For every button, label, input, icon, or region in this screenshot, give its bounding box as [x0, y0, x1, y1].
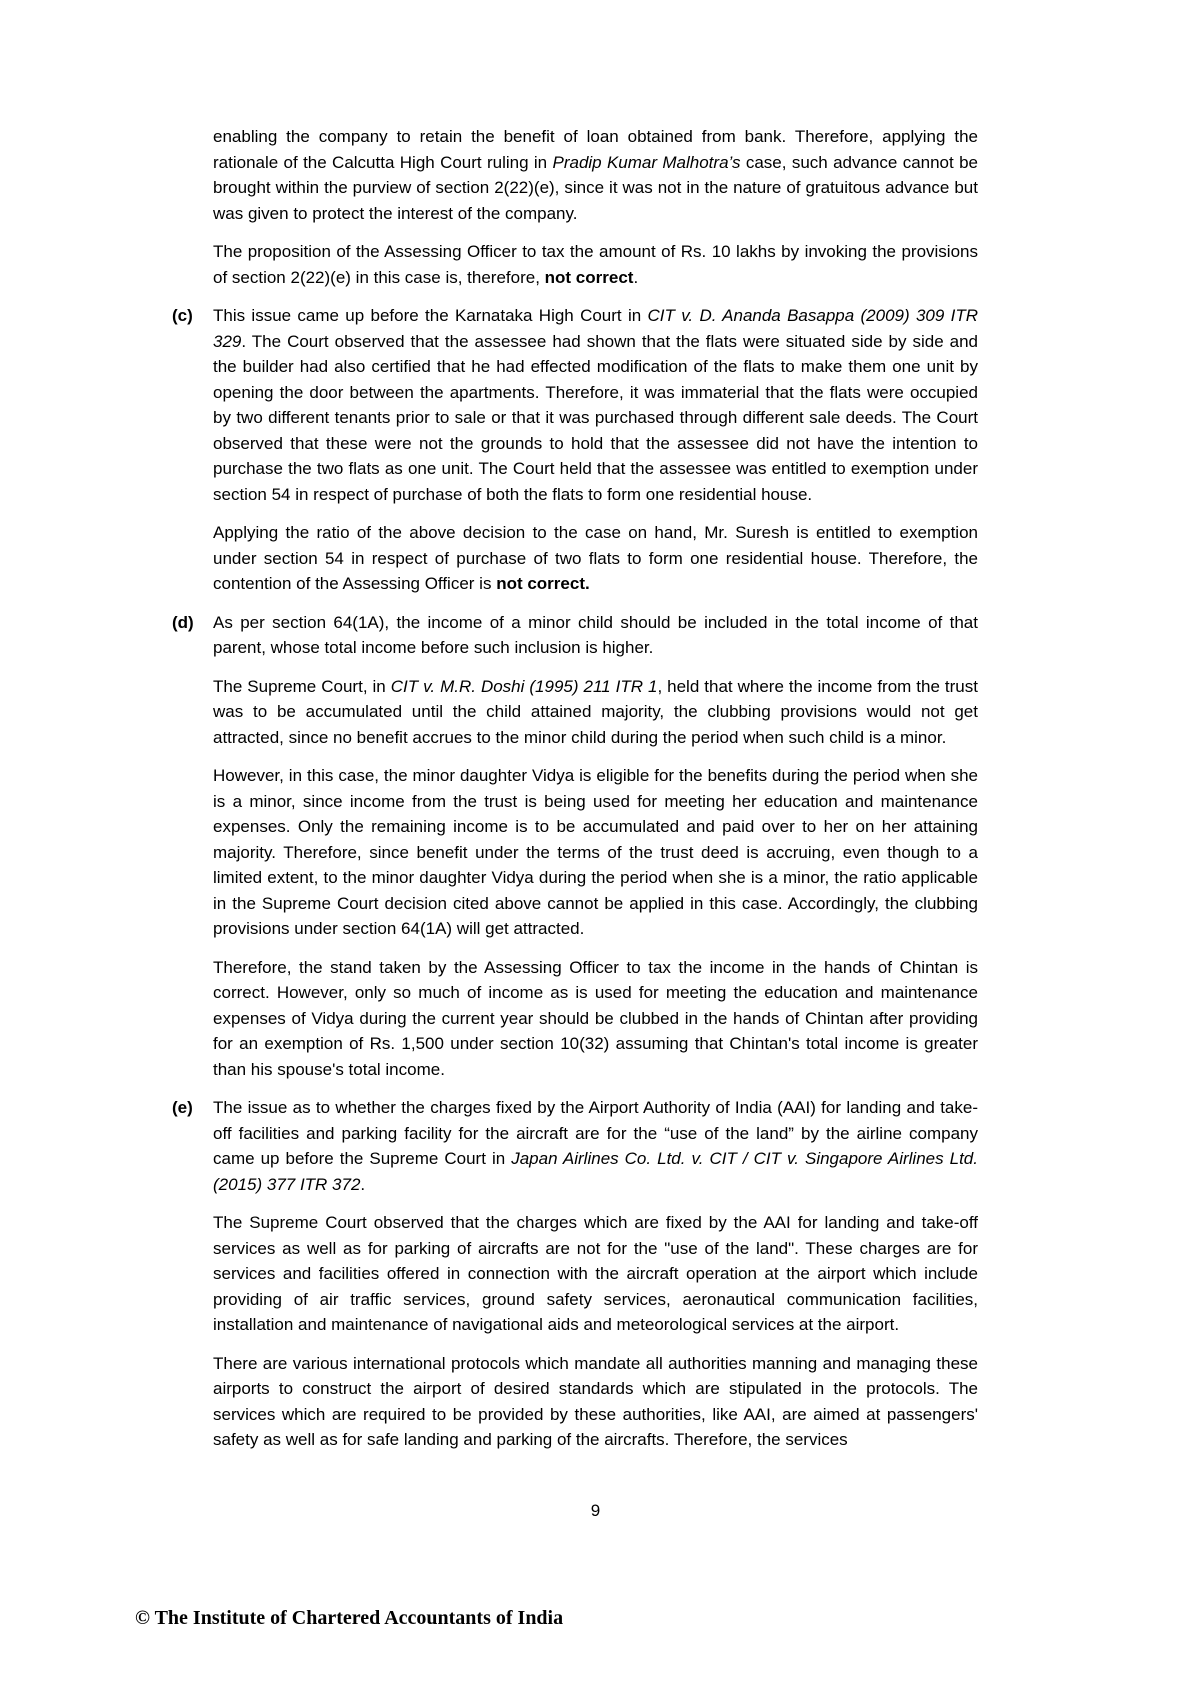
paragraph: [213, 520, 978, 597]
body-text: The Supreme Court, in: [213, 676, 391, 696]
case-citation-text: CIT v. M.R. Doshi (1995) 211 ITR 1: [390, 676, 658, 696]
content-block: [172, 124, 978, 303]
content-block: [172, 610, 978, 1096]
paragraph: [213, 1095, 978, 1197]
paragraph: [213, 303, 978, 507]
content-blocks: [172, 124, 978, 1466]
body-text: However, in this case, the minor daughter Vidya is eligible for the benefits during the period when she is a minor, since income from the trust is being used for meeting her education and maintenance expenses. Only the remaining income is to be accumulated and paid over to her on her attaining majority. Therefore, since benefit under the terms of the trust deed is accruing, even though to a limited extent, to the minor daughter Vidya during the period when she is a minor, the ratio applicable in the Supreme Court decision cited above cannot be applied in this case. Accordingly, the clubbing provisions under section 64(1A) will get attracted.: [213, 766, 978, 938]
item-paragraphs: [213, 303, 978, 610]
body-text: As per section 64(1A), the income of a minor child should be included in the total income of that parent, whose total income before such inclusion is higher.: [213, 612, 978, 657]
paragraph: [213, 763, 978, 942]
body-text: The issue as to whether the charges fixed by the Airport Authority of India (AAI) for landing and take-off facilities and parking facility for the aircraft are for the “use of the land” by the airline company came up before the Supreme Court in: [213, 1098, 978, 1168]
item-label: (c): [172, 306, 193, 325]
body-text: There are various international protocols which mandate all authorities manning and managing these airports to construct the airport of desired standards which are stipulated in the protocols. The services which are required to be provided by these authorities, like AAI, are aimed at passengers' safety as well as for safe landing and parking of the aircrafts. Therefore, the services: [213, 1353, 978, 1449]
paragraph: [213, 610, 978, 661]
body-text: enabling the company to retain the benefit of loan obtained from bank. Therefore, applying the rationale of the Calcutta High Court ruling in: [213, 127, 978, 172]
body-text: The Supreme Court observed that the charges which are fixed by the AAI for landing and take-off services as well as for parking of aircrafts are not for the "use of the land". These charges are for services and facilities offered in connection with the aircraft operation at the airport which include providing of air traffic services, ground safety services, aeronautical communication facilities, installation and maintenance of navigational aids and meteorological services at the airport.: [213, 1213, 978, 1334]
page-number: 9: [590, 1501, 601, 1520]
item-paragraphs: [213, 124, 978, 303]
body-text: This issue came up before the Karnataka High Court in: [213, 306, 648, 325]
case-citation-text: CIT v. D. Ananda Basappa (2009) 309 ITR 329: [213, 306, 979, 351]
body-text: . The Court observed that the assessee had shown that the flats were situated side by side and the builder had also certified that he had effected modification of the flats to make them one unit by opening the door between the apartments. Therefore, it was immaterial that the flats were occupied by two different tenants prior to sale or that it was purchased through different sale deeds. The Court observed that these were not the grounds to hold that the assessee did not have the intention to purchase the two flats as one unit. The Court held that the assessee was entitled to exemption under section 54 in respect of purchase of both the flats to form one residential house.: [213, 331, 978, 504]
emphasis-text: not correct: [544, 267, 634, 287]
body-text: .: [633, 267, 639, 287]
paragraph: [213, 955, 978, 1083]
content-block: [172, 1095, 978, 1466]
item-paragraphs: [213, 1095, 978, 1466]
item-label: (d): [172, 612, 194, 632]
case-citation-text: Pradip Kumar Malhotra’s: [552, 152, 741, 172]
item-label: (e): [172, 1098, 193, 1117]
paragraph: [213, 1351, 978, 1453]
body-text: case, such advance cannot be brought within the purview of section 2(22)(e), since it was not in the nature of gratuitous advance but was given to protect the interest of the company.: [213, 152, 978, 223]
item-paragraphs: [213, 610, 978, 1096]
content-block: [172, 303, 978, 610]
document-page: [172, 124, 978, 1466]
body-text: Applying the ratio of the above decision to the case on hand, Mr. Suresh is entitled to exemption under section 54 in respect of purchase of two flats to form one residential house. Therefore, the contention of the Assessing Officer is: [213, 523, 978, 593]
emphasis-text: not correct.: [496, 574, 590, 593]
body-text: .: [360, 1174, 366, 1194]
body-text: Therefore, the stand taken by the Assessing Officer to tax the income in the hands of Chintan is correct. However, only so much of income as is used for meeting the education and maintenance expenses of Vidya during the current year should be clubbed in the hands of Chintan after providing for an exemption of Rs. 1,500 under section 10(32) assuming that Chintan's total income is greater than his spouse's total income.: [213, 957, 978, 1079]
paragraph: [213, 239, 978, 290]
paragraph: [213, 674, 978, 751]
paragraph: [213, 1210, 978, 1338]
page-footer: © The Institute of Chartered Accountants of India: [135, 1607, 564, 1629]
case-citation-text: Japan Airlines Co. Ltd. v. CIT / CIT v. Singapore Airlines Ltd. (2015) 377 ITR 372: [213, 1149, 978, 1194]
body-text: , held that where the income from the trust was to be accumulated until the child attained majority, the clubbing provisions would not get attracted, since no benefit accrues to the minor child during the period when such child is a minor.: [213, 676, 978, 747]
paragraph: [213, 124, 978, 226]
body-text: The proposition of the Assessing Officer to tax the amount of Rs. 10 lakhs by invoking the provisions of section 2(22)(e) in this case is, therefore,: [213, 242, 978, 287]
